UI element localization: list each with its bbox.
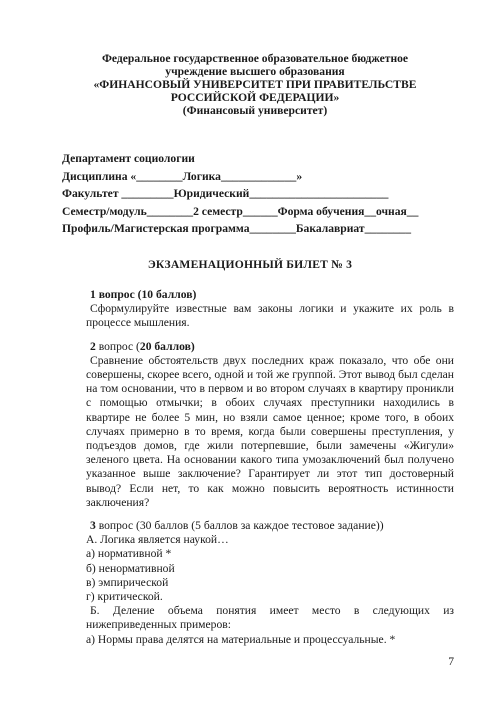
question-1-text: Сформулируйте известные вам законы логики и укажите их роль в процессе мышления. (86, 302, 454, 330)
department: Департамент социологии (62, 152, 195, 165)
option-c: в) эмпирической (86, 575, 169, 589)
question-2-points: 20 баллов) (139, 339, 195, 353)
question-2-title (86, 340, 454, 354)
profile-program: Профиль/Магистерская программа________Бакалавриат________ (62, 222, 412, 235)
header-line-3: «ФИНАНСОВЫЙ УНИВЕРСИТЕТ ПРИ ПРАВИТЕЛЬСТВЕ (93, 78, 417, 91)
institution-header (60, 52, 450, 117)
questions (86, 288, 454, 647)
option-d: г) критической. (86, 590, 163, 604)
question-3-number: 3 (90, 519, 96, 533)
question-2-text: Сравнение обстоятельств двух последних краж показало, что обе они совершены, скорее всего, одной и той же группой. Этот вывод был сделан на том основании, что в первом и во втором случаях в квартиру проникли с помощью отмычки; в обоих случаях преступники находились в квартире не более 5 мин, но взяли самое ценное; кроме того, в обоих случаях примерно в то время, когда были совершены преступления, у подъездов домов, где жили потерпевшие, были замечены «Жигули» зеленого цвета. На основании какого типа умозаключений был получено указанное выше заключение? Гарантирует ли этот тип достоверный вывод? Если нет, то как можно повысить вероятность истинности заключения? (86, 353, 454, 509)
question-3a: А. Логика является наукой… (86, 533, 229, 547)
question-3b: Б. Деление объема понятия имеет место в следующих из нижеприведенных примеров: (86, 604, 454, 632)
page-number: 7 (448, 655, 454, 668)
option-b: б) ненормативной (86, 561, 175, 575)
header-line-5: (Финансовый университет) (182, 104, 328, 117)
header-line-2: учреждение высшего образования (165, 65, 345, 78)
semester-form: Семестр/модуль________2 семестр______Форма обучения__очная__ (62, 204, 419, 218)
ticket-title: ЭКЗАМЕНАЦИОННЫЙ БИЛЕТ № 3 (147, 258, 353, 271)
header-line-4: РОССИЙСКОЙ ФЕДЕРАЦИИ» (170, 91, 340, 104)
option-a: а) нормативной * (86, 547, 172, 561)
question-3-title (86, 519, 454, 533)
question-3-label: вопрос (30 баллов (5 баллов за каждое тестовое задание)) (95, 519, 384, 533)
question-1-title: 1 вопрос (10 баллов) (90, 288, 197, 301)
question-2-number: 2 (90, 339, 96, 353)
question-2-label: вопрос ( (95, 339, 140, 353)
discipline: Дисциплина «________Логика_____________» (62, 169, 303, 183)
faculty: Факультет _________Юридический________________________ (62, 187, 389, 200)
option-b-a: а) Нормы права делятся на материальные и процессуальные. * (86, 632, 396, 646)
header-line-1: Федеральное государственное образовательное бюджетное (101, 52, 409, 65)
course-meta (62, 150, 457, 238)
